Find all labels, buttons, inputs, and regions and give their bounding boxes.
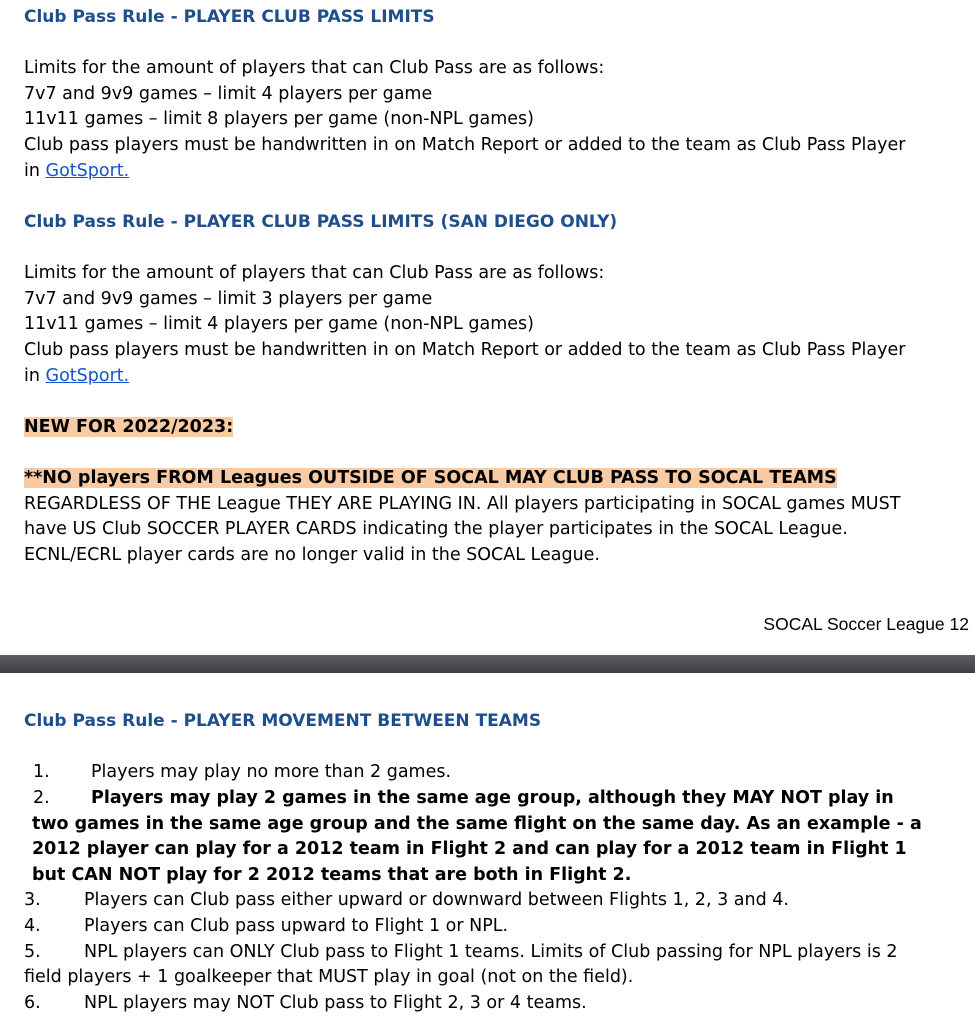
sd-limit-7v7-9v9: 7v7 and 9v9 games – limit 3 players per game xyxy=(24,289,433,309)
handwritten-note: Club pass players must be handwritten in on Match Report or added to the team as Club Pass Player xyxy=(24,135,906,155)
sd-limits-intro: Limits for the amount of players that can Club Pass are as follows: xyxy=(24,263,605,283)
list-item-number: 3. xyxy=(24,890,41,910)
limit-11v11: 11v11 games – limit 8 players per game (non-NPL games) xyxy=(24,109,534,129)
sd-in-prefix: in xyxy=(24,366,46,386)
page-footer: SOCAL Soccer League 12 xyxy=(763,614,969,634)
page-separator xyxy=(0,655,975,673)
new-notice-highlight-line xyxy=(24,468,837,488)
list-item-text: Players may play no more than 2 games. xyxy=(91,762,452,782)
list-item-number: 2. xyxy=(33,788,50,808)
list-item-text: two games in the same age group and the same flight on the same day. As an example - a xyxy=(32,814,922,834)
new-notice-line-1: REGARDLESS OF THE League THEY ARE PLAYING IN. All players participating in SOCAL games MUST xyxy=(24,494,901,514)
list-item-number: 6. xyxy=(24,993,41,1013)
new-notice-title-highlight: NEW FOR 2022/2023: xyxy=(24,417,234,437)
list-item-number: 5. xyxy=(24,942,41,962)
list-item-text: Players can Club pass either upward or downward between Flights 1, 2, 3 and 4. xyxy=(84,890,789,910)
sd-gotsport-line xyxy=(24,366,129,386)
gotsport-link[interactable]: GotSport. xyxy=(45,161,130,181)
section-heading-san-diego: Club Pass Rule - PLAYER CLUB PASS LIMITS (SAN DIEGO ONLY) xyxy=(24,212,618,232)
limits-intro: Limits for the amount of players that can Club Pass are as follows: xyxy=(24,58,605,78)
new-notice-title xyxy=(24,417,233,437)
list-item-text: NPL players may NOT Club pass to Flight 2, 3 or 4 teams. xyxy=(84,993,587,1013)
list-item-text: NPL players can ONLY Club pass to Flight 1 teams. Limits of Club passing for NPL players is 2 xyxy=(84,942,898,962)
list-item-number: 1. xyxy=(33,762,50,782)
in-prefix: in xyxy=(24,161,46,181)
page-13 xyxy=(0,673,975,1033)
sd-gotsport-link[interactable]: GotSport. xyxy=(45,366,130,386)
new-notice-line-2: have US Club SOCCER PLAYER CARDS indicating the player participates in the SOCAL League. xyxy=(24,519,848,539)
limit-7v7-9v9: 7v7 and 9v9 games – limit 4 players per game xyxy=(24,84,433,104)
sd-handwritten-note: Club pass players must be handwritten in on Match Report or added to the team as Club Pass Player xyxy=(24,340,906,360)
sd-limit-11v11: 11v11 games – limit 4 players per game (non-NPL games) xyxy=(24,314,534,334)
section-heading-club-pass-limits: Club Pass Rule - PLAYER CLUB PASS LIMITS xyxy=(24,7,435,27)
list-item-text: Players may play 2 games in the same age group, although they MAY NOT play in xyxy=(91,788,894,808)
new-notice-line-3: ECNL/ECRL player cards are no longer valid in the SOCAL League. xyxy=(24,545,600,565)
list-item-text: 2012 player can play for a 2012 team in Flight 2 and can play for a 2012 team in Flight 1 xyxy=(32,839,907,859)
list-item-text: but CAN NOT play for 2 2012 teams that are both in Flight 2. xyxy=(32,865,632,885)
new-notice-highlight: **NO players FROM Leagues OUTSIDE OF SOCAL MAY CLUB PASS TO SOCAL TEAMS xyxy=(24,468,837,488)
list-item-number: 4. xyxy=(24,916,41,936)
list-item-text: Players can Club pass upward to Flight 1 or NPL. xyxy=(84,916,509,936)
gotsport-line xyxy=(24,161,129,181)
list-item-text: field players + 1 goalkeeper that MUST play in goal (not on the field). xyxy=(24,967,634,987)
section-heading-player-movement: Club Pass Rule - PLAYER MOVEMENT BETWEEN TEAMS xyxy=(24,711,542,731)
